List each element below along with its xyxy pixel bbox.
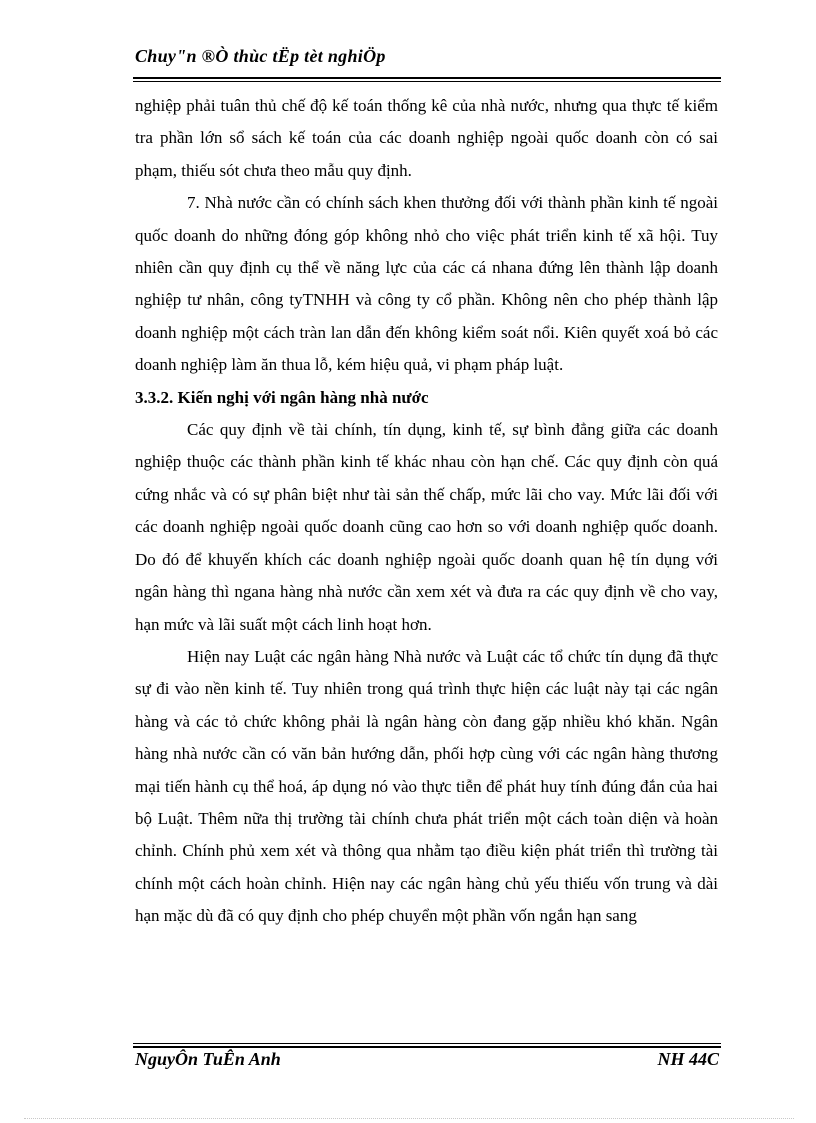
paragraph-regulations: Các quy định về tài chính, tín dụng, kinh tế, sự bình đẳng giữa các doanh nghiệp thuộc các thành phần kinh tế khác nhau còn hạn chế. Các quy định còn quá cứng nhắc và có sự phân biệt như tài sản thế chấp, mức lãi cho vay. Mức lãi đối với các doanh nghiệp ngoài quốc doanh cũng cao hơn so với doanh nghiệp quốc doanh. Do đó để khuyến khích các doanh nghiệp ngoài quốc doanh quan hệ tín dụng với ngân hàng thì ngana hàng nhà nước cần xem xét và đưa ra các quy định về cho vay, hạn mức và lãi suất một cách linh hoạt hơn. (135, 420, 718, 634)
header-divider-thick (133, 77, 721, 79)
footer-author: NguyÔn TuÊn Anh (135, 1049, 281, 1069)
section-heading: 3.3.2. Kiến nghị với ngân hàng nhà nước (135, 387, 429, 407)
footer-divider-thick (133, 1046, 721, 1048)
paragraph-banking-law: Hiện nay Luật các ngân hàng Nhà nước và Luật các tổ chức tín dụng đã thực sự đi vào nền kinh tế. Tuy nhiên trong quá trình thực hiện các luật này tại các ngân hàng và các tỏ chức không phải là ngân hàng còn đang gặp nhiều khó khăn. Ngân hàng nhà nước cần có văn bản hướng dẫn, phối hợp cùng với các ngân hàng thương mại tiến hành cụ thể hoá, áp dụng nó vào thực tiễn để phát huy tính đúng đắn của hai bộ Luật. Thêm nữa thị trường tài chính chưa phát triển một cách toàn diện và hoàn chỉnh. Chính phủ xem xét và thông qua nhằm tạo điều kiện phát triển thì trường tài chính một cách hoàn chỉnh. Hiện nay các ngân hàng chủ yếu thiếu vốn trung và dài hạn mặc dù đã có quy định cho phép chuyển một phần vốn ngắn hạn sang (135, 646, 718, 926)
page-edge-dotted-line (24, 1118, 794, 1119)
paragraph-recommendation-7: 7. Nhà nước cần có chính sách khen thưởng đối với thành phần kinh tế ngoài quốc doanh do những đóng góp không nhỏ cho việc phát triển kinh tế xã hội. Tuy nhiên cần quy định cụ thể về năng lực của các cá nhana đứng lên thành lập doanh nghiệp tư nhân, công tyTNHH và công ty cổ phần. Không nên cho phép thành lập doanh nghiệp một cách tràn lan dẫn đến không kiểm soát nổi. Kiên quyết xoá bỏ các doanh nghiệp làm ăn thua lỗ, kém hiệu quả, vi phạm pháp luật. (135, 193, 718, 375)
footer-divider-thin (133, 1043, 721, 1044)
header-divider-thin (133, 81, 721, 82)
page-header-title: Chuy"n ®Ò thùc tËp tèt nghiÖp (135, 46, 386, 66)
document-body (135, 90, 718, 933)
paragraph-continuation: nghiệp phải tuân thủ chế độ kế toán thống kê của nhà nước, nhưng qua thực tế kiểm tra phần lớn sổ sách kế toán của các doanh nghiệp ngoài quốc doanh còn có sai phạm, thiếu sót chưa theo mẫu quy định. (135, 96, 718, 180)
footer-class-code: NH 44C (657, 1049, 719, 1069)
